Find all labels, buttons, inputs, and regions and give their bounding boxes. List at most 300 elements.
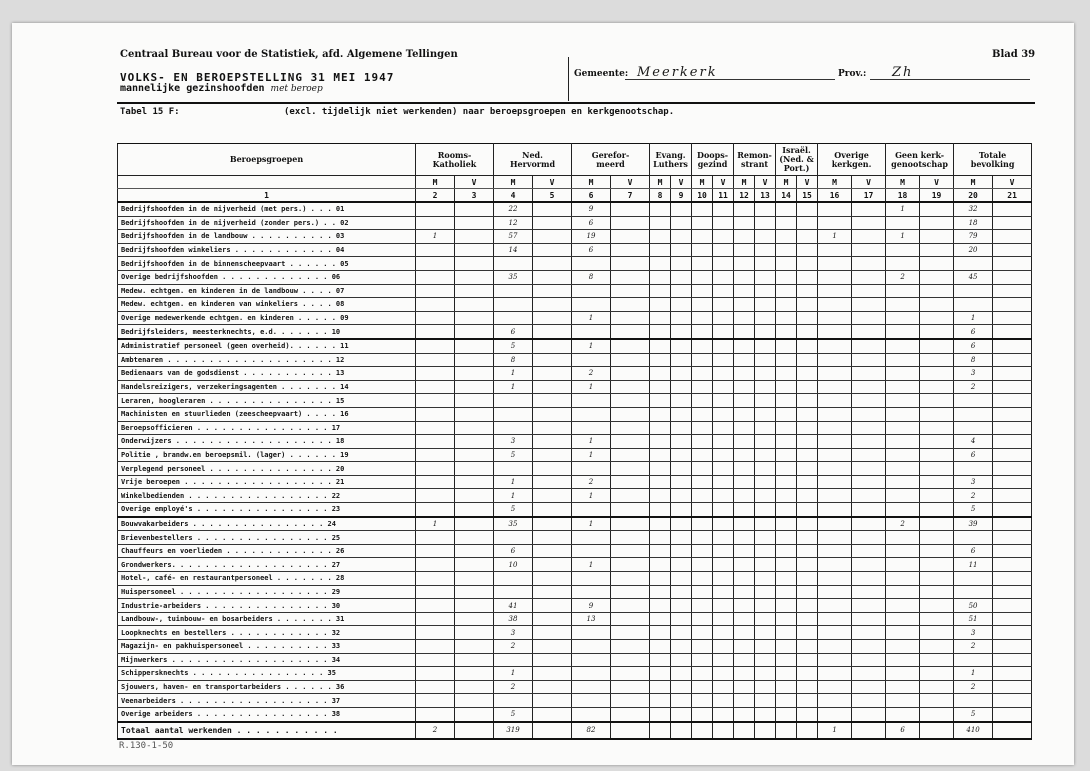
cell-col-13	[755, 202, 776, 216]
sex-header-v: V	[713, 176, 734, 189]
row-label: Onderwijzers . . . . . . . . . . . . . . . . . . . 18	[118, 435, 416, 449]
cell-col-18	[886, 667, 920, 681]
cell-col-2	[416, 599, 455, 613]
cell-col-17	[852, 640, 886, 654]
cell-col-17	[852, 462, 886, 476]
cell-col-4: 1	[494, 489, 533, 503]
sex-header-m: M	[886, 176, 920, 189]
cell-col-2	[416, 421, 455, 435]
cell-col-11	[713, 284, 734, 298]
header-group-1: Rooms- Katholiek	[416, 144, 494, 176]
cell-col-10	[692, 653, 713, 667]
cell-col-7	[611, 230, 650, 244]
cell-col-4: 35	[494, 517, 533, 531]
table-row	[118, 489, 1032, 503]
cell-col-3	[455, 202, 494, 216]
cell-col-19	[920, 202, 954, 216]
cell-col-10	[692, 722, 713, 739]
cell-col-18	[886, 489, 920, 503]
cell-col-15	[797, 353, 818, 367]
cell-col-2	[416, 667, 455, 681]
table-row	[118, 270, 1032, 284]
cell-col-9	[671, 298, 692, 312]
cell-col-19	[920, 462, 954, 476]
cell-col-21	[993, 462, 1032, 476]
cell-col-18	[886, 653, 920, 667]
cell-col-10	[692, 270, 713, 284]
cell-col-19	[920, 626, 954, 640]
cell-col-5	[533, 462, 572, 476]
cell-col-10	[692, 694, 713, 708]
cell-col-9	[671, 325, 692, 339]
cell-col-10	[692, 216, 713, 230]
cell-col-15	[797, 216, 818, 230]
cell-col-15	[797, 407, 818, 421]
cell-col-12	[734, 243, 755, 257]
cell-col-16	[818, 626, 852, 640]
cell-col-21	[993, 257, 1032, 271]
row-label: Verplegend personeel . . . . . . . . . . . . . . . 20	[118, 462, 416, 476]
column-number: 3	[455, 189, 494, 203]
cell-col-6: 1	[572, 435, 611, 449]
row-label: Grondwerkers. . . . . . . . . . . . . . . . . . . 27	[118, 558, 416, 572]
cell-col-2	[416, 612, 455, 626]
cell-col-15	[797, 667, 818, 681]
cell-col-5	[533, 298, 572, 312]
row-label: Bedrijfshoofden in de landbouw . . . . . . . . . . 03	[118, 230, 416, 244]
cell-col-11	[713, 667, 734, 681]
column-number: 10	[692, 189, 713, 203]
cell-col-17	[852, 339, 886, 353]
cell-col-15	[797, 640, 818, 654]
cell-col-10	[692, 230, 713, 244]
cell-col-20: 6	[954, 325, 993, 339]
table-row	[118, 298, 1032, 312]
row-label: Overige arbeiders . . . . . . . . . . . . . . . . 38	[118, 707, 416, 721]
cell-col-11	[713, 353, 734, 367]
cell-col-2	[416, 503, 455, 517]
cell-col-14	[776, 202, 797, 216]
cell-col-8	[650, 707, 671, 721]
cell-col-13	[755, 503, 776, 517]
cell-col-18	[886, 257, 920, 271]
cell-col-7	[611, 572, 650, 586]
cell-col-15	[797, 503, 818, 517]
cell-col-2	[416, 339, 455, 353]
cell-col-5	[533, 626, 572, 640]
cell-col-9	[671, 694, 692, 708]
cell-col-12	[734, 257, 755, 271]
cell-col-3	[455, 421, 494, 435]
cell-col-10	[692, 394, 713, 408]
row-label: Medew. echtgen. en kinderen van winkeliers . . . . 08	[118, 298, 416, 312]
cell-col-5	[533, 448, 572, 462]
cell-col-4	[494, 694, 533, 708]
cell-col-10	[692, 667, 713, 681]
table-row	[118, 653, 1032, 667]
cell-col-6	[572, 653, 611, 667]
cell-col-16	[818, 667, 852, 681]
cell-col-13	[755, 353, 776, 367]
header-group-7: Israël. (Ned. & Port.)	[776, 144, 818, 176]
cell-col-18	[886, 421, 920, 435]
row-label: Overige medewerkende echtgen. en kinderen . . . . . 09	[118, 311, 416, 325]
cell-col-15	[797, 284, 818, 298]
cell-col-2	[416, 367, 455, 381]
cell-col-6: 19	[572, 230, 611, 244]
cell-col-3	[455, 407, 494, 421]
cell-col-21	[993, 394, 1032, 408]
cell-col-3	[455, 599, 494, 613]
cell-col-21	[993, 585, 1032, 599]
cell-col-10	[692, 517, 713, 531]
cell-col-8	[650, 722, 671, 739]
cell-col-21	[993, 640, 1032, 654]
cell-col-20	[954, 407, 993, 421]
cell-col-10	[692, 475, 713, 489]
cell-col-21	[993, 544, 1032, 558]
row-label: Mijnwerkers . . . . . . . . . . . . . . . . . . . 34	[118, 653, 416, 667]
cell-col-8	[650, 653, 671, 667]
cell-col-2	[416, 707, 455, 721]
column-number: 2	[416, 189, 455, 203]
cell-col-6	[572, 667, 611, 681]
cell-col-14	[776, 612, 797, 626]
cell-col-17	[852, 531, 886, 545]
cell-col-15	[797, 462, 818, 476]
cell-col-5	[533, 435, 572, 449]
cell-col-16	[818, 585, 852, 599]
cell-col-14	[776, 325, 797, 339]
cell-col-3	[455, 230, 494, 244]
cell-col-17	[852, 517, 886, 531]
cell-col-9	[671, 667, 692, 681]
cell-col-17	[852, 680, 886, 694]
cell-col-14	[776, 462, 797, 476]
cell-col-6	[572, 462, 611, 476]
cell-col-5	[533, 694, 572, 708]
cell-col-11	[713, 585, 734, 599]
cell-col-3	[455, 517, 494, 531]
cell-col-18	[886, 694, 920, 708]
form-subtitle-handwritten: met beroep	[270, 84, 323, 94]
cell-col-7	[611, 531, 650, 545]
cell-col-13	[755, 367, 776, 381]
cell-col-20	[954, 298, 993, 312]
cell-col-12	[734, 531, 755, 545]
cell-col-5	[533, 230, 572, 244]
header-group-4: Evang. Luthers	[650, 144, 692, 176]
cell-col-2	[416, 626, 455, 640]
cell-col-7	[611, 216, 650, 230]
document-sheet	[12, 23, 1074, 765]
cell-col-18	[886, 284, 920, 298]
cell-col-13	[755, 216, 776, 230]
cell-col-9	[671, 394, 692, 408]
row-label: Schippersknechts . . . . . . . . . . . . . . . . 35	[118, 667, 416, 681]
cell-col-18	[886, 585, 920, 599]
cell-col-17	[852, 353, 886, 367]
cell-col-19	[920, 680, 954, 694]
cell-col-20	[954, 572, 993, 586]
column-number: 16	[818, 189, 852, 203]
cell-col-7	[611, 435, 650, 449]
column-number: 4	[494, 189, 533, 203]
cell-col-5	[533, 680, 572, 694]
cell-col-14	[776, 353, 797, 367]
cell-col-3	[455, 394, 494, 408]
cell-col-11	[713, 680, 734, 694]
cell-col-15	[797, 572, 818, 586]
sex-header-v: V	[671, 176, 692, 189]
cell-col-13	[755, 572, 776, 586]
cell-col-7	[611, 367, 650, 381]
cell-col-11	[713, 202, 734, 216]
cell-col-9	[671, 531, 692, 545]
cell-col-3	[455, 339, 494, 353]
cell-col-12	[734, 640, 755, 654]
cell-col-19	[920, 503, 954, 517]
cell-col-17	[852, 270, 886, 284]
cell-col-18	[886, 680, 920, 694]
cell-col-11	[713, 626, 734, 640]
cell-col-21	[993, 612, 1032, 626]
cell-col-19	[920, 230, 954, 244]
cell-col-21	[993, 435, 1032, 449]
cell-col-13	[755, 544, 776, 558]
cell-col-16	[818, 653, 852, 667]
cell-col-20: 8	[954, 353, 993, 367]
cell-col-12	[734, 339, 755, 353]
cell-col-12	[734, 680, 755, 694]
cell-col-4	[494, 653, 533, 667]
sex-header-m: M	[954, 176, 993, 189]
cell-col-4: 1	[494, 380, 533, 394]
cell-col-12	[734, 503, 755, 517]
cell-col-13	[755, 407, 776, 421]
table-row	[118, 680, 1032, 694]
cell-col-13	[755, 270, 776, 284]
cell-col-13	[755, 517, 776, 531]
cell-col-11	[713, 612, 734, 626]
cell-col-17	[852, 612, 886, 626]
cell-col-8	[650, 298, 671, 312]
sex-header-m: M	[692, 176, 713, 189]
cell-col-3	[455, 270, 494, 284]
cell-col-21	[993, 311, 1032, 325]
cell-col-11	[713, 531, 734, 545]
cell-col-21	[993, 353, 1032, 367]
cell-col-5	[533, 394, 572, 408]
cell-col-13	[755, 626, 776, 640]
cell-col-16	[818, 503, 852, 517]
table-row	[118, 284, 1032, 298]
cell-col-3	[455, 257, 494, 271]
cell-col-14	[776, 421, 797, 435]
cell-col-9	[671, 311, 692, 325]
cell-col-10	[692, 503, 713, 517]
cell-col-16	[818, 339, 852, 353]
cell-col-20: 79	[954, 230, 993, 244]
cell-col-17	[852, 489, 886, 503]
cell-col-16	[818, 202, 852, 216]
cell-col-21	[993, 517, 1032, 531]
cell-col-3	[455, 531, 494, 545]
cell-col-6	[572, 694, 611, 708]
cell-col-9	[671, 680, 692, 694]
cell-col-10	[692, 585, 713, 599]
cell-col-12	[734, 284, 755, 298]
cell-col-8	[650, 475, 671, 489]
cell-col-19	[920, 353, 954, 367]
cell-col-11	[713, 599, 734, 613]
cell-col-21	[993, 626, 1032, 640]
cell-col-2	[416, 448, 455, 462]
cell-col-18	[886, 707, 920, 721]
cell-col-19	[920, 653, 954, 667]
row-label: Vrije beroepen . . . . . . . . . . . . . . . . . . 21	[118, 475, 416, 489]
cell-col-5	[533, 325, 572, 339]
cell-col-2	[416, 680, 455, 694]
cell-col-13	[755, 707, 776, 721]
cell-col-13	[755, 722, 776, 739]
cell-col-4: 57	[494, 230, 533, 244]
cell-col-11	[713, 311, 734, 325]
cell-col-16	[818, 612, 852, 626]
cell-col-13	[755, 585, 776, 599]
cell-col-16	[818, 544, 852, 558]
cell-col-4	[494, 311, 533, 325]
cell-col-18	[886, 640, 920, 654]
cell-col-3	[455, 722, 494, 739]
row-label: Landbouw-, tuinbouw- en bosarbeiders . . . . . . . 31	[118, 612, 416, 626]
cell-col-9	[671, 380, 692, 394]
row-label: Bedrijfshoofden in de nijverheid (zonder pers.) . . 02	[118, 216, 416, 230]
row-label: Bedienaars van de godsdienst . . . . . . . . . . . 13	[118, 367, 416, 381]
cell-col-14	[776, 311, 797, 325]
sex-header-m: M	[776, 176, 797, 189]
cell-col-7	[611, 503, 650, 517]
cell-col-13	[755, 311, 776, 325]
cell-col-17	[852, 572, 886, 586]
row-label: Bouwvakarbeiders . . . . . . . . . . . . . . . . 24	[118, 517, 416, 531]
cell-col-14	[776, 298, 797, 312]
cell-col-12	[734, 216, 755, 230]
cell-col-16	[818, 353, 852, 367]
cell-col-8	[650, 558, 671, 572]
sex-header-m: M	[416, 176, 455, 189]
cell-col-11	[713, 216, 734, 230]
cell-col-8	[650, 503, 671, 517]
header-group-2: Ned. Hervormd	[494, 144, 572, 176]
sex-header-m: M	[650, 176, 671, 189]
cell-col-8	[650, 311, 671, 325]
cell-col-3	[455, 353, 494, 367]
cell-col-7	[611, 394, 650, 408]
cell-col-8	[650, 407, 671, 421]
cell-col-5	[533, 599, 572, 613]
cell-col-6: 1	[572, 489, 611, 503]
cell-col-15	[797, 325, 818, 339]
cell-col-19	[920, 722, 954, 739]
cell-col-13	[755, 325, 776, 339]
cell-col-12	[734, 435, 755, 449]
cell-col-2	[416, 544, 455, 558]
cell-col-7	[611, 489, 650, 503]
cell-col-13	[755, 257, 776, 271]
cell-col-6: 1	[572, 558, 611, 572]
cell-col-18: 2	[886, 270, 920, 284]
table-row	[118, 667, 1032, 681]
cell-col-20	[954, 694, 993, 708]
row-label: Administratief personeel (geen overheid). . . . . . 11	[118, 339, 416, 353]
cell-col-11	[713, 407, 734, 421]
cell-col-6	[572, 640, 611, 654]
cell-col-18	[886, 216, 920, 230]
cell-col-7	[611, 243, 650, 257]
cell-col-6: 82	[572, 722, 611, 739]
cell-col-7	[611, 462, 650, 476]
cell-col-6	[572, 284, 611, 298]
cell-col-15	[797, 653, 818, 667]
cell-col-9	[671, 572, 692, 586]
cell-col-11	[713, 640, 734, 654]
cell-col-10	[692, 353, 713, 367]
cell-col-4: 1	[494, 367, 533, 381]
cell-col-12	[734, 407, 755, 421]
cell-col-4: 35	[494, 270, 533, 284]
table-row	[118, 325, 1032, 339]
cell-col-13	[755, 435, 776, 449]
statistics-table	[117, 143, 1032, 740]
cell-col-16	[818, 558, 852, 572]
cell-col-3	[455, 558, 494, 572]
cell-col-9	[671, 353, 692, 367]
cell-col-2	[416, 270, 455, 284]
cell-col-9	[671, 585, 692, 599]
cell-col-17	[852, 435, 886, 449]
cell-col-12	[734, 448, 755, 462]
cell-col-16	[818, 421, 852, 435]
cell-col-17	[852, 394, 886, 408]
cell-col-8	[650, 640, 671, 654]
row-label: Chauffeurs en voerlieden . . . . . . . . . . . . . 26	[118, 544, 416, 558]
cell-col-12	[734, 517, 755, 531]
cell-col-9	[671, 230, 692, 244]
cell-col-14	[776, 216, 797, 230]
cell-col-17	[852, 407, 886, 421]
cell-col-9	[671, 462, 692, 476]
cell-col-10	[692, 680, 713, 694]
cell-col-7	[611, 325, 650, 339]
cell-col-10	[692, 243, 713, 257]
row-label: Hotel-, café- en restaurantpersoneel . . . . . . . 28	[118, 572, 416, 586]
cell-col-7	[611, 612, 650, 626]
cell-col-15	[797, 585, 818, 599]
cell-col-9	[671, 257, 692, 271]
cell-col-9	[671, 489, 692, 503]
header-group-8: Overige kerkgen.	[818, 144, 886, 176]
sex-header-v: V	[797, 176, 818, 189]
cell-col-2	[416, 216, 455, 230]
cell-col-2	[416, 407, 455, 421]
cell-col-4: 38	[494, 612, 533, 626]
cell-col-14	[776, 707, 797, 721]
cell-col-11	[713, 380, 734, 394]
cell-col-13	[755, 599, 776, 613]
row-label: Sjouwers, haven- en transportarbeiders . . . . . . 36	[118, 680, 416, 694]
cell-col-21	[993, 421, 1032, 435]
